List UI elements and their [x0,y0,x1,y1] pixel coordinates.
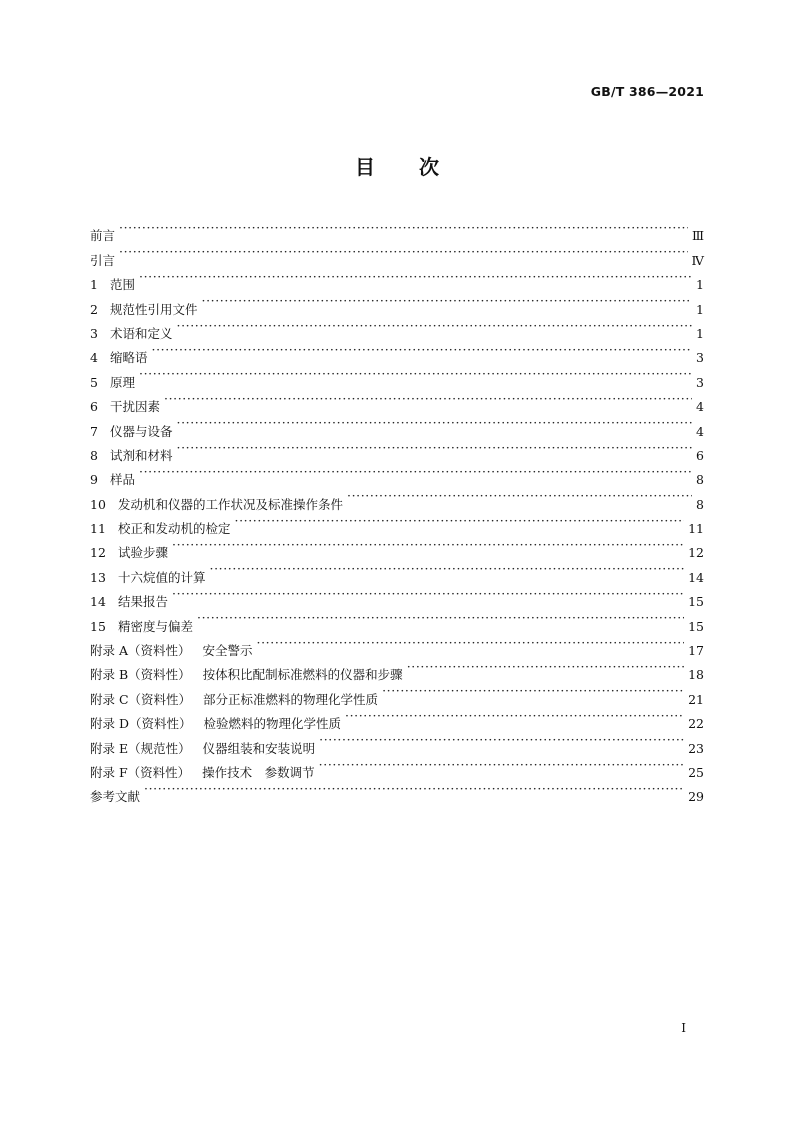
toc-entry[interactable] [90,216,704,244]
toc-entry-label [90,541,172,565]
toc-entry-text: 样品 [110,472,136,488]
toc-entry-page: 4 [696,399,704,415]
toc-entry-text: 范围 [110,277,136,293]
toc-entry-page: 22 [688,716,704,732]
toc-entry[interactable] [90,460,704,488]
toc-entry-page: 15 [688,618,704,634]
toc-dot-leader [257,631,685,655]
toc-dot-leader [347,484,692,508]
toc-entry-text: 结果报告 [118,594,169,610]
toc-entry-label [90,395,164,419]
footer-page-number: Ⅰ [681,1021,686,1035]
toc-entry-text: 发动机和仪器的工作状况及标准操作条件 [118,496,344,512]
toc-entry-number: 8 [90,447,98,463]
toc-dot-leader [172,582,684,606]
toc-entry-label [90,712,345,736]
toc-entry-label [90,590,172,614]
toc-entry-number: 附录 A（资料性） [90,643,191,659]
toc-entry-page: 15 [688,594,704,610]
toc-entry-page: 23 [688,740,704,756]
toc-entry-text: 前言 [90,228,116,244]
toc-entry-page: 8 [696,496,704,512]
toc-dot-leader [177,411,693,435]
toc-entry-page: Ⅳ [691,252,704,268]
toc-entry-page: 1 [696,277,704,293]
toc-dot-leader [210,557,685,581]
toc-entry-page: 12 [688,545,704,561]
toc-entry-text: 试验步骤 [118,545,169,561]
toc-dot-leader [202,289,693,313]
toc-entry-page: 4 [696,423,704,439]
toc-entry-page: 1 [696,301,704,317]
toc-entry[interactable] [90,362,704,390]
toc-entry-text: 校正和发动机的检定 [118,521,231,537]
toc-entry[interactable] [90,338,704,366]
toc-entry-number: 13 [90,569,106,585]
toc-entry-number: 附录 F（资料性） [90,764,191,780]
toc-entry-label [90,639,257,663]
toc-dot-leader [139,460,692,484]
toc-entry-number: 11 [90,521,106,537]
toc-entry-page: 29 [688,789,704,805]
toc-entry-page: 18 [688,667,704,683]
toc-entry-text: 术语和定义 [110,325,173,341]
toc-dot-leader [144,777,684,801]
toc-entry-number: 6 [90,399,98,415]
toc-entry-number: 1 [90,277,98,293]
toc-entry-number: 12 [90,545,106,561]
toc-entry-label [90,273,139,297]
toc-entry-page: 8 [696,472,704,488]
toc-entry-number: 9 [90,472,98,488]
toc-entry-number: 10 [90,496,106,512]
toc-entry-text: 按体积比配制标准燃料的仪器和步骤 [202,667,403,683]
toc-dot-leader [172,533,684,557]
standard-code: GB/T 386—2021 [590,84,704,99]
toc-entry-page: 25 [688,764,704,780]
toc-dot-leader [177,436,693,460]
toc-entry-text: 缩略语 [110,350,148,366]
toc-entry-text: 原理 [110,374,136,390]
toc-dot-leader [152,338,693,362]
toc-entry-text: 安全警示 [202,643,253,659]
toc-entry-label [90,688,382,712]
toc-dot-leader [119,216,688,240]
toc-entry-label [90,737,319,761]
toc-dot-leader [139,265,692,289]
toc-entry[interactable] [90,557,704,585]
toc-entry[interactable] [90,411,704,439]
toc-entry-page: 21 [688,691,704,707]
toc-entry-text: 试剂和材料 [110,447,173,463]
toc-entry[interactable] [90,606,704,634]
toc-entry-number: 14 [90,594,106,610]
toc-dot-leader [235,509,685,533]
toc-entry-number: 附录 B（资料性） [90,667,191,683]
toc-entry-page: 3 [696,350,704,366]
table-of-contents [90,216,704,805]
toc-entry-label [90,249,119,273]
toc-entry-text: 规范性引用文件 [110,301,198,317]
toc-dot-leader [197,606,684,630]
toc-dot-leader [345,704,684,728]
toc-entry[interactable] [90,533,704,561]
toc-entry-page: 6 [696,447,704,463]
toc-entry-text: 十六烷值的计算 [118,569,206,585]
toc-entry-number: 附录 C（资料性） [90,691,192,707]
toc-entry[interactable] [90,314,704,341]
toc-dot-leader [319,753,684,777]
toc-entry-page: 14 [688,569,704,585]
toc-entry[interactable] [90,484,704,512]
toc-entry-number: 4 [90,350,98,366]
toc-dot-leader [164,387,692,411]
toc-entry[interactable] [90,387,704,415]
toc-entry-number: 附录 D（资料性） [90,716,192,732]
toc-entry-label [90,371,139,395]
toc-entry-page: Ⅲ [691,228,704,244]
toc-entry[interactable] [90,265,704,293]
toc-entry-number: 15 [90,618,106,634]
toc-dot-leader [177,314,693,338]
toc-entry-number: 5 [90,374,98,390]
toc-entry[interactable] [90,240,704,268]
toc-entry-label [90,663,407,687]
toc-entry-label [90,468,139,492]
toc-entry-label [90,224,119,248]
toc-dot-leader [319,728,684,752]
toc-entry-number: 3 [90,325,98,341]
toc-entry-text: 操作技术 参数调节 [202,764,315,780]
toc-entry-page: 17 [688,643,704,659]
toc-entry-text: 精密度与偏差 [118,618,194,634]
toc-dot-leader [139,362,692,386]
toc-entry-label [90,615,197,639]
page-title: 目次 [355,155,483,179]
toc-entry[interactable] [90,289,704,317]
toc-entry-text: 仪器与设备 [110,423,173,439]
toc-entry-page: 11 [688,521,704,537]
toc-entry-text: 仪器组装和安装说明 [202,740,316,756]
toc-entry[interactable] [90,582,704,610]
toc-entry-text: 参考文献 [90,789,141,805]
toc-entry-number: 7 [90,423,98,439]
toc-entry-number: 附录 E（规范性） [90,740,191,756]
toc-dot-leader [382,679,684,703]
toc-entry-page: 3 [696,374,704,390]
toc-entry-label [90,420,177,444]
toc-entry-text: 干扰因素 [110,399,161,415]
toc-entry[interactable] [90,436,704,463]
toc-dot-leader [119,240,687,264]
toc-entry-text: 部分正标准燃料的物理化学性质 [203,691,379,707]
toc-dot-leader [407,655,684,679]
toc-entry-number: 2 [90,301,98,317]
toc-entry[interactable] [90,777,704,805]
toc-entry-page: 1 [696,325,704,341]
toc-entry-text: 检验燃料的物理化学性质 [203,716,342,732]
toc-entry-text: 引言 [90,252,116,268]
toc-entry-label [90,785,144,809]
